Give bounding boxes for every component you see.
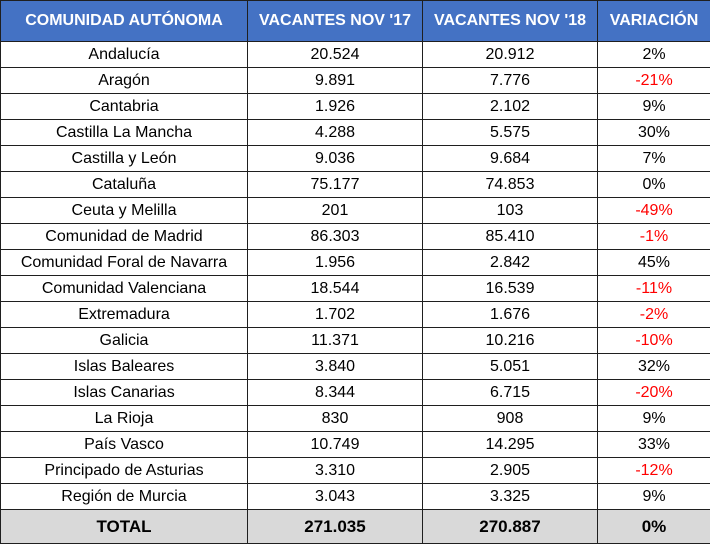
cell-nov18: 2.102 <box>423 94 598 120</box>
table-row <box>1 354 710 380</box>
table-row <box>1 250 710 276</box>
cell-nov17: 9.891 <box>248 68 423 94</box>
cell-nov17: 75.177 <box>248 172 423 198</box>
table-row <box>1 406 710 432</box>
table-row <box>1 432 710 458</box>
table-row <box>1 276 710 302</box>
cell-region: País Vasco <box>1 432 248 458</box>
cell-region: Extremadura <box>1 302 248 328</box>
table-row <box>1 302 710 328</box>
cell-nov18: 3.325 <box>423 484 598 510</box>
cell-nov18: 7.776 <box>423 68 598 94</box>
cell-region: Comunidad Foral de Navarra <box>1 250 248 276</box>
table-row <box>1 328 710 354</box>
cell-variation: -20% <box>598 380 710 406</box>
cell-nov18: 5.575 <box>423 120 598 146</box>
total-row <box>1 510 710 544</box>
cell-region: Castilla y León <box>1 146 248 172</box>
cell-nov18: 10.216 <box>423 328 598 354</box>
header-variation: VARIACIÓN <box>598 1 710 42</box>
table-row <box>1 458 710 484</box>
cell-region: Comunidad Valenciana <box>1 276 248 302</box>
cell-nov18: 2.905 <box>423 458 598 484</box>
cell-nov17: 1.956 <box>248 250 423 276</box>
cell-variation: 33% <box>598 432 710 458</box>
cell-nov17: 3.840 <box>248 354 423 380</box>
cell-nov17: 1.702 <box>248 302 423 328</box>
table-row <box>1 224 710 250</box>
cell-variation: -10% <box>598 328 710 354</box>
table-header <box>1 1 710 42</box>
cell-nov18: 9.684 <box>423 146 598 172</box>
cell-region: Ceuta y Melilla <box>1 198 248 224</box>
cell-nov17: 9.036 <box>248 146 423 172</box>
table-row <box>1 380 710 406</box>
header-row <box>1 1 710 42</box>
cell-variation: -21% <box>598 68 710 94</box>
cell-region: La Rioja <box>1 406 248 432</box>
cell-variation: -49% <box>598 198 710 224</box>
table-row <box>1 120 710 146</box>
cell-nov17: 18.544 <box>248 276 423 302</box>
cell-nov17: 201 <box>248 198 423 224</box>
cell-region: Región de Murcia <box>1 484 248 510</box>
total-variation: 0% <box>598 510 710 544</box>
header-region: COMUNIDAD AUTÓNOMA <box>1 1 248 42</box>
cell-region: Cataluña <box>1 172 248 198</box>
header-nov18: VACANTES NOV '18 <box>423 1 598 42</box>
cell-variation: 2% <box>598 42 710 68</box>
cell-nov17: 3.043 <box>248 484 423 510</box>
cell-nov17: 1.926 <box>248 94 423 120</box>
cell-variation: 9% <box>598 406 710 432</box>
cell-nov18: 908 <box>423 406 598 432</box>
cell-variation: 32% <box>598 354 710 380</box>
table-row <box>1 42 710 68</box>
cell-nov18: 74.853 <box>423 172 598 198</box>
cell-variation: 30% <box>598 120 710 146</box>
cell-region: Aragón <box>1 68 248 94</box>
cell-region: Galicia <box>1 328 248 354</box>
cell-region: Andalucía <box>1 42 248 68</box>
cell-nov18: 16.539 <box>423 276 598 302</box>
cell-variation: 7% <box>598 146 710 172</box>
cell-nov18: 20.912 <box>423 42 598 68</box>
table-row <box>1 172 710 198</box>
cell-nov17: 3.310 <box>248 458 423 484</box>
total-label: TOTAL <box>1 510 248 544</box>
cell-variation: 0% <box>598 172 710 198</box>
cell-region: Islas Baleares <box>1 354 248 380</box>
cell-nov17: 86.303 <box>248 224 423 250</box>
table-row <box>1 94 710 120</box>
table-row <box>1 484 710 510</box>
cell-nov17: 10.749 <box>248 432 423 458</box>
cell-nov18: 1.676 <box>423 302 598 328</box>
cell-nov18: 5.051 <box>423 354 598 380</box>
cell-nov17: 830 <box>248 406 423 432</box>
cell-variation: -2% <box>598 302 710 328</box>
table-row <box>1 198 710 224</box>
cell-nov18: 6.715 <box>423 380 598 406</box>
cell-nov17: 11.371 <box>248 328 423 354</box>
total-nov18: 270.887 <box>423 510 598 544</box>
table-row <box>1 146 710 172</box>
table-body <box>1 42 710 510</box>
table-row <box>1 68 710 94</box>
cell-nov17: 4.288 <box>248 120 423 146</box>
cell-region: Cantabria <box>1 94 248 120</box>
cell-region: Islas Canarias <box>1 380 248 406</box>
cell-variation: -11% <box>598 276 710 302</box>
cell-region: Castilla La Mancha <box>1 120 248 146</box>
header-nov17: VACANTES NOV '17 <box>248 1 423 42</box>
total-nov17: 271.035 <box>248 510 423 544</box>
cell-variation: 9% <box>598 484 710 510</box>
cell-variation: 45% <box>598 250 710 276</box>
cell-variation: -1% <box>598 224 710 250</box>
cell-nov18: 14.295 <box>423 432 598 458</box>
cell-nov18: 2.842 <box>423 250 598 276</box>
cell-variation: 9% <box>598 94 710 120</box>
cell-region: Comunidad de Madrid <box>1 224 248 250</box>
cell-nov18: 85.410 <box>423 224 598 250</box>
cell-nov17: 20.524 <box>248 42 423 68</box>
cell-nov18: 103 <box>423 198 598 224</box>
table-footer <box>1 510 710 544</box>
cell-variation: -12% <box>598 458 710 484</box>
cell-nov17: 8.344 <box>248 380 423 406</box>
cell-region: Principado de Asturias <box>1 458 248 484</box>
